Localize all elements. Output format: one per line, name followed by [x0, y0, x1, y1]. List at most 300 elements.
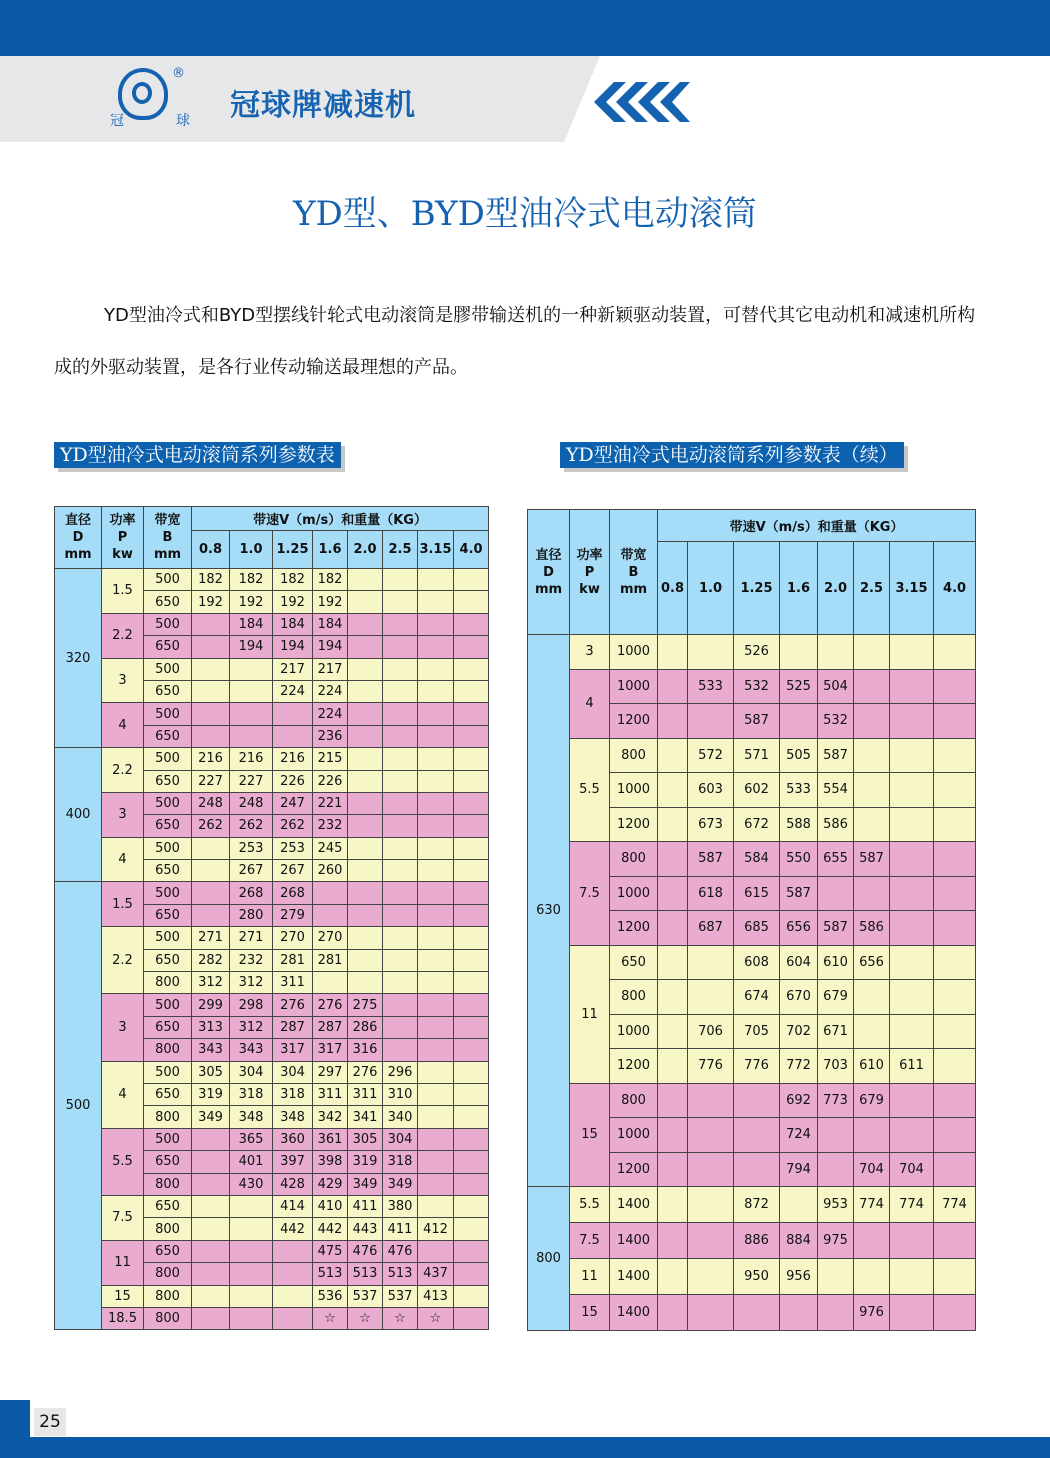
- value-cell: [383, 837, 418, 859]
- value-cell: [348, 658, 383, 680]
- value-cell: [192, 1195, 230, 1217]
- value-cell: [454, 1106, 489, 1128]
- width-cell: 500: [144, 994, 192, 1016]
- value-cell: [418, 792, 454, 814]
- value-cell: [273, 1240, 313, 1262]
- value-cell: 533: [688, 669, 734, 704]
- value-cell: [418, 1083, 454, 1105]
- value-cell: [658, 945, 688, 980]
- value-cell: 360: [273, 1128, 313, 1150]
- power-cell: 2.2: [102, 613, 144, 658]
- value-cell: [273, 1285, 313, 1307]
- value-cell: 282: [192, 949, 230, 971]
- power-header-line: P: [117, 530, 128, 545]
- value-cell: 342: [313, 1106, 348, 1128]
- value-cell: 413: [418, 1285, 454, 1307]
- value-cell: [658, 738, 688, 773]
- value-cell: [454, 591, 489, 613]
- value-cell: [454, 972, 489, 994]
- value-cell: [383, 658, 418, 680]
- value-cell: 184: [313, 613, 348, 635]
- value-cell: 312: [230, 1016, 273, 1038]
- value-cell: [688, 1295, 734, 1331]
- value-cell: 604: [780, 945, 818, 980]
- speed-header: 1.0: [688, 542, 734, 635]
- width-cell: 1400: [610, 1187, 658, 1223]
- value-cell: [454, 680, 489, 702]
- value-cell: 267: [230, 860, 273, 882]
- value-cell: 349: [348, 1173, 383, 1195]
- value-cell: 319: [348, 1151, 383, 1173]
- value-cell: [454, 1128, 489, 1150]
- speed-header: 3.15: [418, 531, 454, 569]
- value-cell: 443: [348, 1218, 383, 1240]
- table-row: [528, 1187, 976, 1223]
- diameter-cell: 400: [55, 748, 102, 882]
- value-cell: [854, 773, 890, 808]
- width-cell: 650: [144, 1151, 192, 1173]
- width-cell: 800: [144, 1039, 192, 1061]
- value-cell: [192, 882, 230, 904]
- value-cell: 226: [313, 770, 348, 792]
- value-cell: 550: [780, 842, 818, 877]
- value-cell: 442: [313, 1218, 348, 1240]
- value-cell: 679: [854, 1083, 890, 1118]
- value-cell: [348, 725, 383, 747]
- diameter-header-line: D: [543, 564, 554, 580]
- table-row: [55, 1307, 489, 1329]
- power-header-line: kw: [112, 547, 133, 562]
- value-cell: [818, 876, 854, 911]
- value-cell: [418, 860, 454, 882]
- value-cell: [454, 860, 489, 882]
- value-cell: [658, 1295, 688, 1331]
- value-cell: 724: [780, 1118, 818, 1153]
- value-cell: 216: [273, 748, 313, 770]
- power-cell: 11: [570, 945, 610, 1083]
- width-cell: 1400: [610, 1259, 658, 1295]
- value-cell: [688, 1083, 734, 1118]
- value-cell: 602: [734, 773, 780, 808]
- value-cell: [658, 807, 688, 842]
- table-row: [55, 792, 489, 814]
- value-cell: [192, 725, 230, 747]
- value-cell: 349: [192, 1106, 230, 1128]
- value-cell: 232: [230, 949, 273, 971]
- width-header: [144, 507, 192, 569]
- value-cell: 397: [273, 1151, 313, 1173]
- value-cell: [383, 636, 418, 658]
- value-cell: [418, 1061, 454, 1083]
- value-cell: ☆: [383, 1307, 418, 1329]
- value-cell: 476: [383, 1240, 418, 1262]
- value-cell: [273, 1263, 313, 1285]
- value-cell: [418, 927, 454, 949]
- value-cell: [348, 927, 383, 949]
- value-cell: [890, 1118, 934, 1153]
- value-cell: 297: [313, 1061, 348, 1083]
- table-row: [528, 669, 976, 704]
- table-row: [55, 1061, 489, 1083]
- width-header-line: mm: [619, 581, 648, 597]
- value-cell: [890, 704, 934, 739]
- value-cell: 536: [313, 1285, 348, 1307]
- width-cell: 1000: [610, 1118, 658, 1153]
- value-cell: [658, 1187, 688, 1223]
- value-cell: [348, 748, 383, 770]
- value-cell: [854, 704, 890, 739]
- value-cell: 271: [230, 927, 273, 949]
- value-cell: [418, 1173, 454, 1195]
- value-cell: 704: [854, 1152, 890, 1187]
- power-cell: 1.5: [102, 569, 144, 614]
- value-cell: [688, 635, 734, 670]
- speed-header: 1.0: [230, 531, 273, 569]
- speed-header: 2.5: [854, 542, 890, 635]
- value-cell: 532: [734, 669, 780, 704]
- value-cell: 587: [734, 704, 780, 739]
- value-cell: 310: [383, 1083, 418, 1105]
- value-cell: [454, 882, 489, 904]
- value-cell: 603: [688, 773, 734, 808]
- value-cell: 182: [313, 569, 348, 591]
- value-cell: [454, 837, 489, 859]
- value-cell: 341: [348, 1106, 383, 1128]
- power-cell: 5.5: [570, 738, 610, 842]
- speed-header: 2.5: [383, 531, 418, 569]
- value-cell: 772: [780, 1049, 818, 1084]
- value-cell: 884: [780, 1223, 818, 1259]
- value-cell: 348: [230, 1106, 273, 1128]
- value-cell: 296: [383, 1061, 418, 1083]
- value-cell: 656: [854, 945, 890, 980]
- value-cell: 311: [273, 972, 313, 994]
- value-cell: [418, 949, 454, 971]
- power-cell: 7.5: [570, 842, 610, 946]
- value-cell: [418, 591, 454, 613]
- value-cell: [418, 613, 454, 635]
- value-cell: [688, 1223, 734, 1259]
- parameter-table-2: [527, 509, 976, 1331]
- power-cell: 7.5: [570, 1223, 610, 1259]
- value-cell: [454, 658, 489, 680]
- value-cell: [383, 972, 418, 994]
- value-cell: 271: [192, 927, 230, 949]
- value-cell: [934, 1152, 976, 1187]
- value-cell: [348, 792, 383, 814]
- width-cell: 650: [144, 680, 192, 702]
- value-cell: [230, 725, 273, 747]
- value-cell: 319: [192, 1083, 230, 1105]
- speed-weight-header: 带速V（m/s）和重量（KG）: [658, 510, 976, 542]
- value-cell: ☆: [348, 1307, 383, 1329]
- width-cell: 650: [144, 1240, 192, 1262]
- value-cell: [454, 725, 489, 747]
- value-cell: 505: [780, 738, 818, 773]
- value-cell: 226: [273, 770, 313, 792]
- value-cell: 571: [734, 738, 780, 773]
- diameter-header-line: D: [72, 530, 84, 545]
- value-cell: 673: [688, 807, 734, 842]
- value-cell: 705: [734, 1014, 780, 1049]
- width-cell: 1000: [610, 773, 658, 808]
- value-cell: 311: [313, 1083, 348, 1105]
- width-cell: 500: [144, 927, 192, 949]
- value-cell: 776: [688, 1049, 734, 1084]
- value-cell: 343: [192, 1039, 230, 1061]
- value-cell: 773: [818, 1083, 854, 1118]
- width-cell: 500: [144, 1061, 192, 1083]
- table2-caption: YD型油冷式电动滚筒系列参数表（续）: [560, 442, 904, 468]
- diameter-header-line: 直径: [535, 547, 562, 563]
- value-cell: 262: [273, 815, 313, 837]
- value-cell: [780, 1295, 818, 1331]
- width-cell: 800: [144, 1307, 192, 1329]
- value-cell: [454, 1173, 489, 1195]
- value-cell: [854, 1259, 890, 1295]
- power-cell: 1.5: [102, 882, 144, 927]
- speed-header: 3.15: [890, 542, 934, 635]
- value-cell: [418, 1039, 454, 1061]
- power-cell: 18.5: [102, 1307, 144, 1329]
- value-cell: [854, 1014, 890, 1049]
- chevron-left-icon: [592, 82, 690, 122]
- value-cell: [454, 770, 489, 792]
- value-cell: [192, 860, 230, 882]
- value-cell: 608: [734, 945, 780, 980]
- value-cell: 217: [273, 658, 313, 680]
- value-cell: [454, 792, 489, 814]
- power-header-line: 功率: [576, 547, 603, 563]
- value-cell: [890, 980, 934, 1015]
- value-cell: [890, 773, 934, 808]
- value-cell: [348, 613, 383, 635]
- table-row: [55, 1195, 489, 1217]
- value-cell: [383, 949, 418, 971]
- value-cell: [854, 807, 890, 842]
- value-cell: [780, 704, 818, 739]
- speed-header: 0.8: [192, 531, 230, 569]
- value-cell: [934, 876, 976, 911]
- value-cell: [348, 703, 383, 725]
- value-cell: [418, 1016, 454, 1038]
- value-cell: 216: [192, 748, 230, 770]
- width-cell: 1200: [610, 1152, 658, 1187]
- value-cell: 412: [418, 1218, 454, 1240]
- value-cell: 343: [230, 1039, 273, 1061]
- width-header-line: 带宽: [154, 513, 181, 528]
- diameter-cell: 500: [55, 882, 102, 1330]
- value-cell: [192, 613, 230, 635]
- value-cell: [454, 1240, 489, 1262]
- value-cell: 215: [313, 748, 348, 770]
- value-cell: 236: [313, 725, 348, 747]
- width-cell: 800: [144, 1285, 192, 1307]
- value-cell: [230, 1307, 273, 1329]
- table-row: [55, 569, 489, 591]
- table-row: [528, 1083, 976, 1118]
- value-cell: 685: [734, 911, 780, 946]
- value-cell: 305: [192, 1061, 230, 1083]
- value-cell: 262: [192, 815, 230, 837]
- value-cell: [418, 994, 454, 1016]
- parameter-table-1: [54, 506, 489, 1330]
- value-cell: [192, 1263, 230, 1285]
- value-cell: 533: [780, 773, 818, 808]
- value-cell: [454, 904, 489, 926]
- value-cell: 430: [230, 1173, 273, 1195]
- table-header-row: [528, 510, 976, 542]
- value-cell: 674: [734, 980, 780, 1015]
- value-cell: [348, 837, 383, 859]
- table-row: [55, 703, 489, 725]
- width-cell: 650: [144, 1083, 192, 1105]
- table1-body: [55, 507, 489, 1330]
- bottom-left-bar: [0, 1400, 30, 1437]
- value-cell: [418, 658, 454, 680]
- width-cell: 800: [144, 1263, 192, 1285]
- value-cell: 513: [383, 1263, 418, 1285]
- speed-weight-header: 带速V（m/s）和重量（KG）: [192, 507, 489, 531]
- value-cell: 268: [230, 882, 273, 904]
- value-cell: [313, 904, 348, 926]
- value-cell: [383, 680, 418, 702]
- value-cell: 365: [230, 1128, 273, 1150]
- speed-header: 2.0: [818, 542, 854, 635]
- value-cell: 224: [313, 703, 348, 725]
- value-cell: [454, 1061, 489, 1083]
- table-header-row: [55, 507, 489, 531]
- width-cell: 1200: [610, 911, 658, 946]
- value-cell: [230, 1195, 273, 1217]
- value-cell: 687: [688, 911, 734, 946]
- value-cell: 182: [230, 569, 273, 591]
- value-cell: [383, 904, 418, 926]
- value-cell: 194: [313, 636, 348, 658]
- value-cell: 317: [273, 1039, 313, 1061]
- value-cell: 672: [734, 807, 780, 842]
- value-cell: 525: [780, 669, 818, 704]
- value-cell: [658, 842, 688, 877]
- power-header-line: kw: [579, 581, 600, 597]
- value-cell: [854, 669, 890, 704]
- table2-body: [528, 510, 976, 1331]
- page-number: 25: [34, 1408, 66, 1436]
- value-cell: [658, 1152, 688, 1187]
- value-cell: 281: [313, 949, 348, 971]
- value-cell: [658, 980, 688, 1015]
- value-cell: 774: [934, 1187, 976, 1223]
- value-cell: [230, 658, 273, 680]
- value-cell: 313: [192, 1016, 230, 1038]
- value-cell: [734, 1152, 780, 1187]
- value-cell: [890, 911, 934, 946]
- value-cell: 671: [818, 1014, 854, 1049]
- value-cell: [854, 738, 890, 773]
- value-cell: [383, 994, 418, 1016]
- value-cell: [658, 876, 688, 911]
- power-cell: 15: [102, 1285, 144, 1307]
- value-cell: 184: [273, 613, 313, 635]
- brand-name: 冠球牌减速机: [230, 88, 416, 123]
- value-cell: 299: [192, 994, 230, 1016]
- width-cell: 800: [144, 972, 192, 994]
- value-cell: [688, 1118, 734, 1153]
- value-cell: [230, 1240, 273, 1262]
- width-cell: 800: [610, 1083, 658, 1118]
- value-cell: [734, 1118, 780, 1153]
- value-cell: 476: [348, 1240, 383, 1262]
- value-cell: [890, 842, 934, 877]
- value-cell: [383, 725, 418, 747]
- value-cell: [192, 1307, 230, 1329]
- value-cell: [418, 1106, 454, 1128]
- value-cell: [348, 882, 383, 904]
- power-cell: 2.2: [102, 927, 144, 994]
- width-cell: 1000: [610, 1014, 658, 1049]
- value-cell: 305: [348, 1128, 383, 1150]
- value-cell: 655: [818, 842, 854, 877]
- value-cell: [934, 1014, 976, 1049]
- value-cell: [383, 569, 418, 591]
- value-cell: 317: [313, 1039, 348, 1061]
- width-cell: 1400: [610, 1295, 658, 1331]
- value-cell: 706: [688, 1014, 734, 1049]
- bottom-blue-bar: [0, 1437, 1050, 1458]
- value-cell: [454, 1285, 489, 1307]
- value-cell: 316: [348, 1039, 383, 1061]
- table-row: [528, 635, 976, 670]
- value-cell: [854, 876, 890, 911]
- value-cell: [273, 1307, 313, 1329]
- value-cell: 268: [273, 882, 313, 904]
- value-cell: [348, 591, 383, 613]
- width-cell: 500: [144, 748, 192, 770]
- power-cell: 11: [102, 1240, 144, 1285]
- value-cell: 348: [273, 1106, 313, 1128]
- value-cell: [383, 882, 418, 904]
- power-cell: 3: [102, 792, 144, 837]
- table-row: [55, 882, 489, 904]
- value-cell: [348, 860, 383, 882]
- power-header: [102, 507, 144, 569]
- width-header-line: mm: [153, 547, 182, 562]
- value-cell: [658, 669, 688, 704]
- value-cell: 247: [273, 792, 313, 814]
- value-cell: 398: [313, 1151, 348, 1173]
- diameter-cell: 800: [528, 1187, 570, 1331]
- value-cell: 287: [273, 1016, 313, 1038]
- top-blue-bar: [0, 0, 1050, 56]
- value-cell: [454, 703, 489, 725]
- value-cell: 304: [230, 1061, 273, 1083]
- value-cell: [192, 1173, 230, 1195]
- brand-logo: [108, 66, 188, 132]
- value-cell: 312: [192, 972, 230, 994]
- width-cell: 650: [144, 1016, 192, 1038]
- value-cell: [418, 636, 454, 658]
- value-cell: [854, 1118, 890, 1153]
- power-header-line: P: [584, 564, 595, 580]
- value-cell: [383, 748, 418, 770]
- value-cell: [454, 994, 489, 1016]
- value-cell: [934, 842, 976, 877]
- diameter-cell: 320: [55, 569, 102, 748]
- value-cell: [658, 1223, 688, 1259]
- width-cell: 650: [144, 725, 192, 747]
- value-cell: 975: [818, 1223, 854, 1259]
- value-cell: [192, 658, 230, 680]
